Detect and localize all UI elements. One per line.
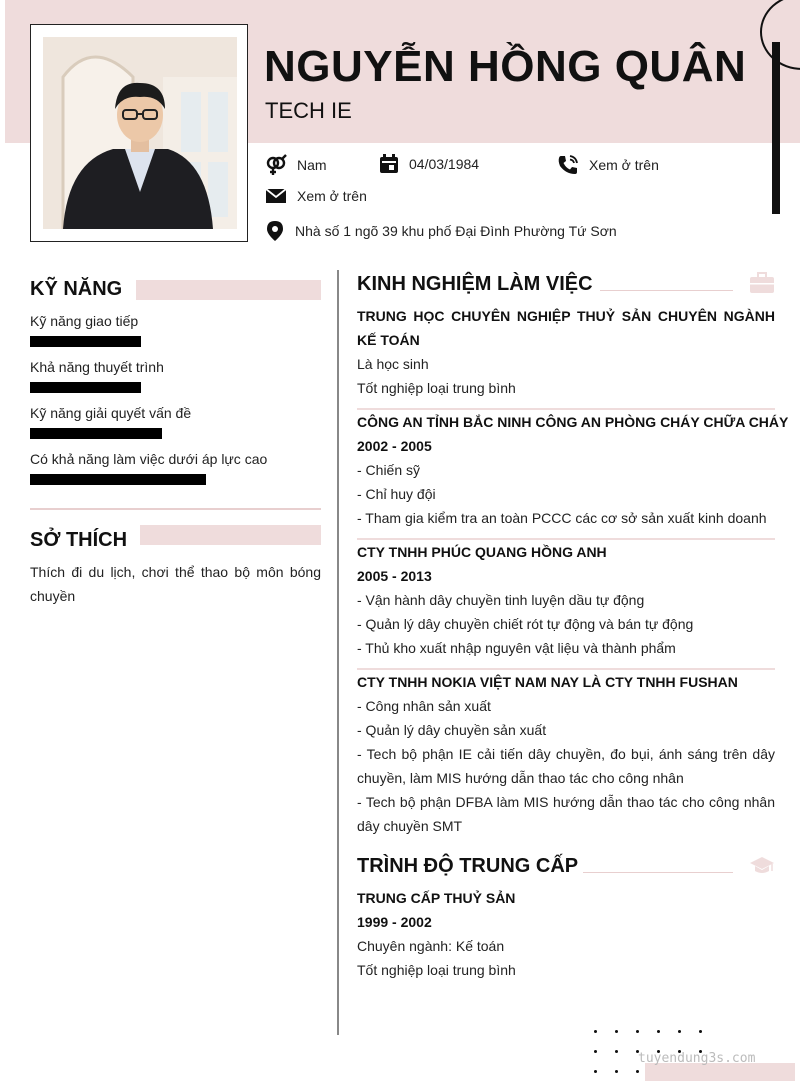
address-value: Nhà số 1 ngõ 39 khu phố Đại Đình Phường Tứ Sơn (295, 223, 617, 239)
decorative-dot (699, 1030, 702, 1033)
job-line: - Tech bộ phận IE cải tiến dây chuyền, đo bụi, ánh sáng trên dây chuyền, làm MIS hướng dẫn thao tác cho công nhân (357, 746, 775, 786)
skill-bar (30, 474, 206, 485)
job-line: - Thủ kho xuất nhập nguyên vật liệu và thành phẩm (357, 640, 676, 656)
briefcase-icon (749, 272, 775, 294)
job-company: CTY TNHH PHÚC QUANG HỒNG ANH (357, 544, 607, 560)
job-line: Là học sinh (357, 356, 429, 372)
decorative-dot (615, 1050, 618, 1053)
decorative-dot (678, 1030, 681, 1033)
decorative-dot (615, 1070, 618, 1073)
skill-label: Kỹ năng giao tiếp (30, 313, 139, 329)
skill-bar (30, 382, 141, 393)
address-info (265, 220, 617, 242)
watermark: tuyendung3s.com (638, 1051, 756, 1066)
email-info (265, 187, 367, 205)
decorative-dot (594, 1030, 597, 1033)
email-value: Xem ở trên (297, 188, 367, 204)
job-line: - Chiến sỹ (357, 462, 421, 478)
skills-heading-accent (136, 280, 321, 300)
decorative-dot (594, 1070, 597, 1073)
skill-label: Kỹ năng giải quyết vấn đề (30, 405, 192, 421)
job-company: CÔNG AN TỈNH BẮC NINH CÔNG AN PHÒNG CHÁY CHỮA CHÁY (357, 414, 789, 430)
decorative-dot (594, 1050, 597, 1053)
decorative-dot (615, 1030, 618, 1033)
skill-bar (30, 428, 162, 439)
candidate-name: NGUYỄN HỒNG QUÂN (264, 42, 747, 91)
experience-heading-line (600, 290, 733, 291)
decorative-bar (772, 42, 780, 214)
section-divider (30, 508, 321, 510)
hobbies-text: Thích đi du lịch, chơi thể thao bộ môn bóng chuyền (30, 564, 321, 604)
job-line: - Quản lý dây chuyền sản xuất (357, 722, 547, 738)
gender-icon (265, 154, 287, 176)
envelope-icon (265, 187, 287, 205)
job-line: - Công nhân sản xuất (357, 698, 491, 714)
skill-label: Có khả năng làm việc dưới áp lực cao (30, 451, 268, 467)
calendar-icon (379, 154, 399, 174)
column-divider (337, 270, 339, 1035)
gender-value: Nam (297, 157, 327, 173)
phone-value: Xem ở trên (589, 157, 659, 173)
gender-info (265, 154, 327, 176)
birthdate-info (379, 154, 479, 174)
education-major: Chuyên ngành: Kế toán (357, 938, 505, 954)
location-pin-icon (265, 220, 285, 242)
education-heading-line (583, 872, 733, 873)
birthdate-value: 04/03/1984 (409, 156, 480, 172)
profile-photo-frame (30, 24, 248, 242)
phone-info (557, 154, 659, 176)
experience-heading: KINH NGHIỆM LÀM VIỆC (357, 273, 593, 295)
job-line: - Tech bộ phận DFBA làm MIS hướng dẫn thao tác cho công nhân dây chuyền SMT (357, 794, 775, 834)
job-line: - Tham gia kiểm tra an toàn PCCC các cơ sở sản xuất kinh doanh (357, 510, 767, 526)
job-line: Tốt nghiệp loại trung bình (357, 380, 516, 396)
skill-bar (30, 336, 141, 347)
profile-photo (43, 37, 237, 229)
decorative-dot (636, 1070, 639, 1073)
graduation-cap-icon (749, 856, 775, 876)
education-period: 1999 - 2002 (357, 914, 432, 930)
decorative-dot (657, 1030, 660, 1033)
education-school: TRUNG CẤP THUỶ SẢN (357, 890, 516, 906)
skill-label: Khả năng thuyết trình (30, 359, 164, 375)
job-period: 2005 - 2013 (357, 568, 432, 584)
job-company: CTY TNHH NOKIA VIỆT NAM NAY LÀ CTY TNHH FUSHAN (357, 674, 738, 690)
education-heading: TRÌNH ĐỘ TRUNG CẤP (357, 855, 579, 877)
skills-heading: KỸ NĂNG (30, 278, 123, 300)
job-line: - Chỉ huy đội (357, 486, 436, 502)
phone-icon (557, 154, 579, 176)
education-grade: Tốt nghiệp loại trung bình (357, 962, 516, 978)
hobbies-heading-accent (140, 525, 321, 545)
job-company: TRUNG HỌC CHUYÊN NGHIỆP THUỶ SẢN CHUYÊN NGÀNH KẾ TOÁN (357, 308, 775, 348)
candidate-role: TECH IE (265, 98, 352, 123)
job-line: - Vận hành dây chuyền tinh luyện dầu tự động (357, 592, 645, 608)
job-period: 2002 - 2005 (357, 438, 432, 454)
job-line: - Quản lý dây chuyền chiết rót tự động và bán tự động (357, 616, 694, 632)
decorative-dot (636, 1030, 639, 1033)
hobbies-heading: SỞ THÍCH (30, 529, 128, 551)
